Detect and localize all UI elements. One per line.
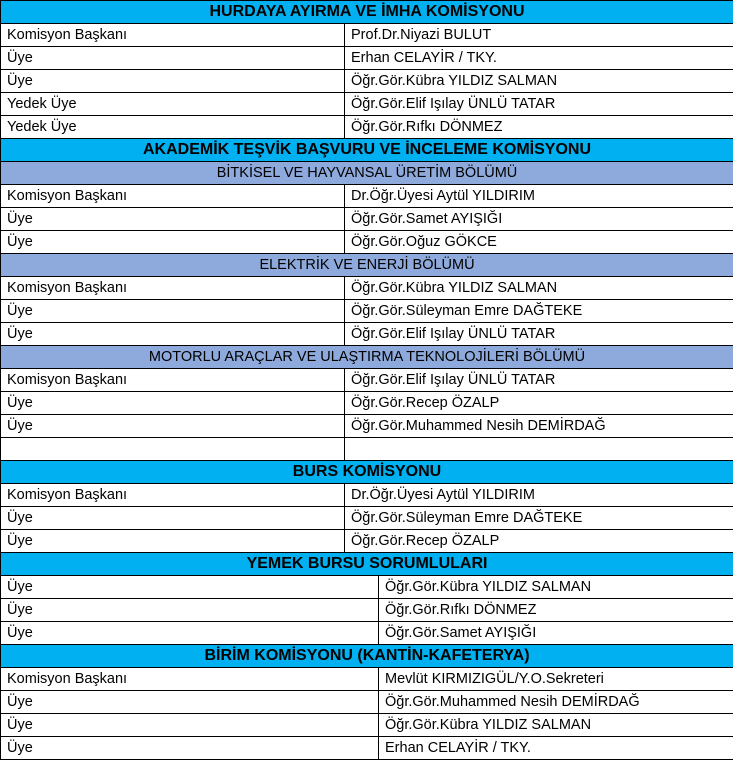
member-cell: Dr.Öğr.Üyesi Aytül YILDIRIM bbox=[345, 484, 733, 507]
table-row bbox=[1, 691, 733, 714]
table-row bbox=[1, 24, 733, 47]
table-row bbox=[1, 277, 733, 300]
role-cell: Üye bbox=[1, 392, 345, 415]
section-title: BİRİM KOMİSYONU (KANTİN-KAFETERYA) bbox=[1, 645, 733, 668]
section-header bbox=[1, 553, 733, 576]
member-cell: Öğr.Gör.Süleyman Emre DAĞTEKE bbox=[345, 300, 733, 323]
table-row bbox=[1, 484, 733, 507]
table-row bbox=[1, 714, 733, 737]
member-cell: Öğr.Gör.Recep ÖZALP bbox=[345, 392, 733, 415]
table-row bbox=[1, 622, 733, 645]
member-cell: Dr.Öğr.Üyesi Aytül YILDIRIM bbox=[345, 185, 733, 208]
member-cell: Erhan CELAYİR / TKY. bbox=[379, 737, 733, 760]
role-cell: Üye bbox=[1, 47, 345, 70]
empty-cell bbox=[345, 438, 733, 461]
subsection-header bbox=[1, 346, 733, 369]
member-cell: Öğr.Gör.Kübra YILDIZ SALMAN bbox=[345, 70, 733, 93]
role-cell: Üye bbox=[1, 300, 345, 323]
role-cell: Üye bbox=[1, 507, 345, 530]
empty-cell bbox=[1, 438, 345, 461]
subsection-title: BİTKİSEL VE HAYVANSAL ÜRETİM BÖLÜMÜ bbox=[1, 162, 733, 185]
subsection-title: MOTORLU ARAÇLAR VE ULAŞTIRMA TEKNOLOJİLERİ BÖLÜMÜ bbox=[1, 346, 733, 369]
section-header bbox=[1, 461, 733, 484]
table-row bbox=[1, 208, 733, 231]
role-cell: Üye bbox=[1, 599, 379, 622]
table-row bbox=[1, 185, 733, 208]
role-cell: Komisyon Başkanı bbox=[1, 484, 345, 507]
section-title: YEMEK BURSU SORUMLULARI bbox=[1, 553, 733, 576]
member-cell: Öğr.Gör.Muhammed Nesih DEMİRDAĞ bbox=[379, 691, 733, 714]
commission-table-lower bbox=[0, 552, 733, 760]
role-cell: Üye bbox=[1, 576, 379, 599]
table-row bbox=[1, 668, 733, 691]
section-title: BURS KOMİSYONU bbox=[1, 461, 733, 484]
role-cell: Komisyon Başkanı bbox=[1, 668, 379, 691]
role-cell: Üye bbox=[1, 323, 345, 346]
table-row bbox=[1, 737, 733, 760]
role-cell: Üye bbox=[1, 415, 345, 438]
member-cell: Prof.Dr.Niyazi BULUT bbox=[345, 24, 733, 47]
table-row bbox=[1, 369, 733, 392]
member-cell: Öğr.Gör.Kübra YILDIZ SALMAN bbox=[379, 576, 733, 599]
section-title: AKADEMİK TEŞVİK BAŞVURU VE İNCELEME KOMİSYONU bbox=[1, 139, 733, 162]
table-row bbox=[1, 47, 733, 70]
table-row bbox=[1, 70, 733, 93]
section-header bbox=[1, 1, 733, 24]
member-cell: Öğr.Gör.Rıfkı DÖNMEZ bbox=[379, 599, 733, 622]
member-cell: Öğr.Gör.Elif Işılay ÜNLÜ TATAR bbox=[345, 323, 733, 346]
table-row bbox=[1, 93, 733, 116]
table-row bbox=[1, 300, 733, 323]
member-cell: Mevlüt KIRMIZIGÜL/Y.O.Sekreteri bbox=[379, 668, 733, 691]
member-cell: Öğr.Gör.Elif Işılay ÜNLÜ TATAR bbox=[345, 93, 733, 116]
member-cell: Öğr.Gör.Muhammed Nesih DEMİRDAĞ bbox=[345, 415, 733, 438]
table-row bbox=[1, 231, 733, 254]
member-cell: Öğr.Gör.Kübra YILDIZ SALMAN bbox=[379, 714, 733, 737]
role-cell: Komisyon Başkanı bbox=[1, 185, 345, 208]
role-cell: Üye bbox=[1, 530, 345, 553]
member-cell: Erhan CELAYİR / TKY. bbox=[345, 47, 733, 70]
role-cell: Komisyon Başkanı bbox=[1, 369, 345, 392]
section-header bbox=[1, 645, 733, 668]
role-cell: Komisyon Başkanı bbox=[1, 277, 345, 300]
table-row bbox=[1, 415, 733, 438]
role-cell: Üye bbox=[1, 622, 379, 645]
table-row bbox=[1, 323, 733, 346]
table-row bbox=[1, 116, 733, 139]
role-cell: Yedek Üye bbox=[1, 116, 345, 139]
table-row bbox=[1, 392, 733, 415]
table-row bbox=[1, 507, 733, 530]
role-cell: Üye bbox=[1, 691, 379, 714]
subsection-header bbox=[1, 254, 733, 277]
member-cell: Öğr.Gör.Samet AYIŞIĞI bbox=[345, 208, 733, 231]
table-row bbox=[1, 599, 733, 622]
role-cell: Yedek Üye bbox=[1, 93, 345, 116]
member-cell: Öğr.Gör.Süleyman Emre DAĞTEKE bbox=[345, 507, 733, 530]
role-cell: Üye bbox=[1, 231, 345, 254]
member-cell: Öğr.Gör.Elif Işılay ÜNLÜ TATAR bbox=[345, 369, 733, 392]
member-cell: Öğr.Gör.Samet AYIŞIĞI bbox=[379, 622, 733, 645]
section-header bbox=[1, 139, 733, 162]
member-cell: Öğr.Gör.Oğuz GÖKCE bbox=[345, 231, 733, 254]
empty-row bbox=[1, 438, 733, 461]
member-cell: Öğr.Gör.Rıfkı DÖNMEZ bbox=[345, 116, 733, 139]
subsection-header bbox=[1, 162, 733, 185]
role-cell: Üye bbox=[1, 714, 379, 737]
role-cell: Üye bbox=[1, 208, 345, 231]
member-cell: Öğr.Gör.Kübra YILDIZ SALMAN bbox=[345, 277, 733, 300]
table-row bbox=[1, 576, 733, 599]
role-cell: Komisyon Başkanı bbox=[1, 24, 345, 47]
table-row bbox=[1, 530, 733, 553]
role-cell: Üye bbox=[1, 70, 345, 93]
role-cell: Üye bbox=[1, 737, 379, 760]
subsection-title: ELEKTRİK VE ENERJİ BÖLÜMÜ bbox=[1, 254, 733, 277]
member-cell: Öğr.Gör.Recep ÖZALP bbox=[345, 530, 733, 553]
section-title: HURDAYA AYIRMA VE İMHA KOMİSYONU bbox=[1, 1, 733, 24]
